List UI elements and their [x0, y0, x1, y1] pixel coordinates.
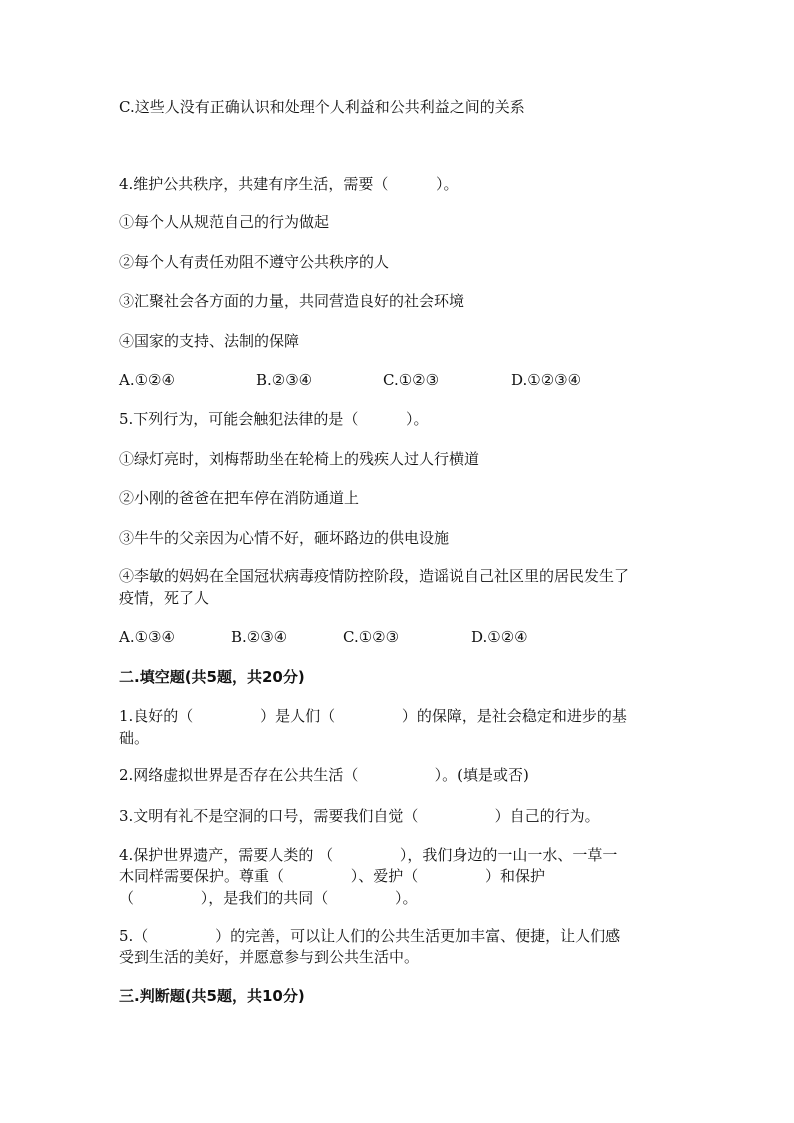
- fill-question-5-line-2: 受到生活的美好，并愿意参与到公共生活中。: [119, 948, 420, 966]
- question-4-option-b: B.②③④: [256, 371, 313, 389]
- question-3-option-c: C.这些人没有正确认识和处理个人利益和公共利益之间的关系: [119, 98, 525, 116]
- question-4-option-a: A.①②④: [119, 371, 175, 389]
- question-5-item-2: ②小刚的爸爸在把车停在消防通道上: [119, 489, 360, 507]
- question-5-item-4-line-1: ④李敏的妈妈在全国冠状病毒疫情防控阶段，造谣说自己社区里的居民发生了: [119, 567, 630, 585]
- section-2-heading: 二.填空题(共5题，共20分): [119, 668, 305, 686]
- question-5-option-d: D.①②④: [471, 628, 528, 646]
- question-4-option-d: D.①②③④: [511, 371, 582, 389]
- question-4-item-2: ②每个人有责任劝阻不遵守公共秩序的人: [119, 253, 390, 271]
- question-5-option-b: B.②③④: [231, 628, 288, 646]
- question-4-item-1: ①每个人从规范自己的行为做起: [119, 213, 330, 231]
- question-5-option-c: C.①②③: [343, 628, 400, 646]
- section-3-heading: 三.判断题(共5题，共10分): [119, 987, 305, 1005]
- fill-question-5-line-1: 5.（ ）的完善，可以让人们的公共生活更加丰富、便捷，让人们感: [119, 927, 621, 945]
- question-5-item-3: ③牛牛的父亲因为心情不好，砸坏路边的供电设施: [119, 529, 450, 547]
- question-5-stem: 5.下列行为，可能会触犯法律的是（ ）。: [119, 410, 429, 428]
- question-4-item-4: ④国家的支持、法制的保障: [119, 332, 300, 350]
- fill-question-4-line-3: （ ），是我们的共同（ ）。: [119, 889, 418, 907]
- question-4-option-c: C.①②③: [383, 371, 440, 389]
- question-5-item-4-line-2: 疫情，死了人: [119, 589, 210, 607]
- fill-question-2: 2.网络虚拟世界是否存在公共生活（ ）。(填是或否): [119, 766, 529, 784]
- fill-question-1-line-2: 础。: [119, 729, 150, 747]
- fill-question-4-line-2: 木同样需要保护。尊重（ ）、爱护（ ）和保护: [119, 867, 546, 885]
- question-4-item-3: ③汇聚社会各方面的力量，共同营造良好的社会环境: [119, 292, 465, 310]
- fill-question-4-line-1: 4.保护世界遗产，需要人类的 （ ），我们身边的一山一水、一草一: [119, 846, 618, 864]
- fill-question-3: 3.文明有礼不是空洞的口号，需要我们自觉（ ）自己的行为。: [119, 807, 600, 825]
- question-4-stem: 4.维护公共秩序，共建有序生活，需要（ ）。: [119, 175, 459, 193]
- question-5-option-a: A.①③④: [119, 628, 175, 646]
- question-5-item-1: ①绿灯亮时，刘梅帮助坐在轮椅上的残疾人过人行横道: [119, 450, 480, 468]
- fill-question-1-line-1: 1.良好的（ ）是人们（ ）的保障，是社会稳定和进步的基: [119, 707, 627, 725]
